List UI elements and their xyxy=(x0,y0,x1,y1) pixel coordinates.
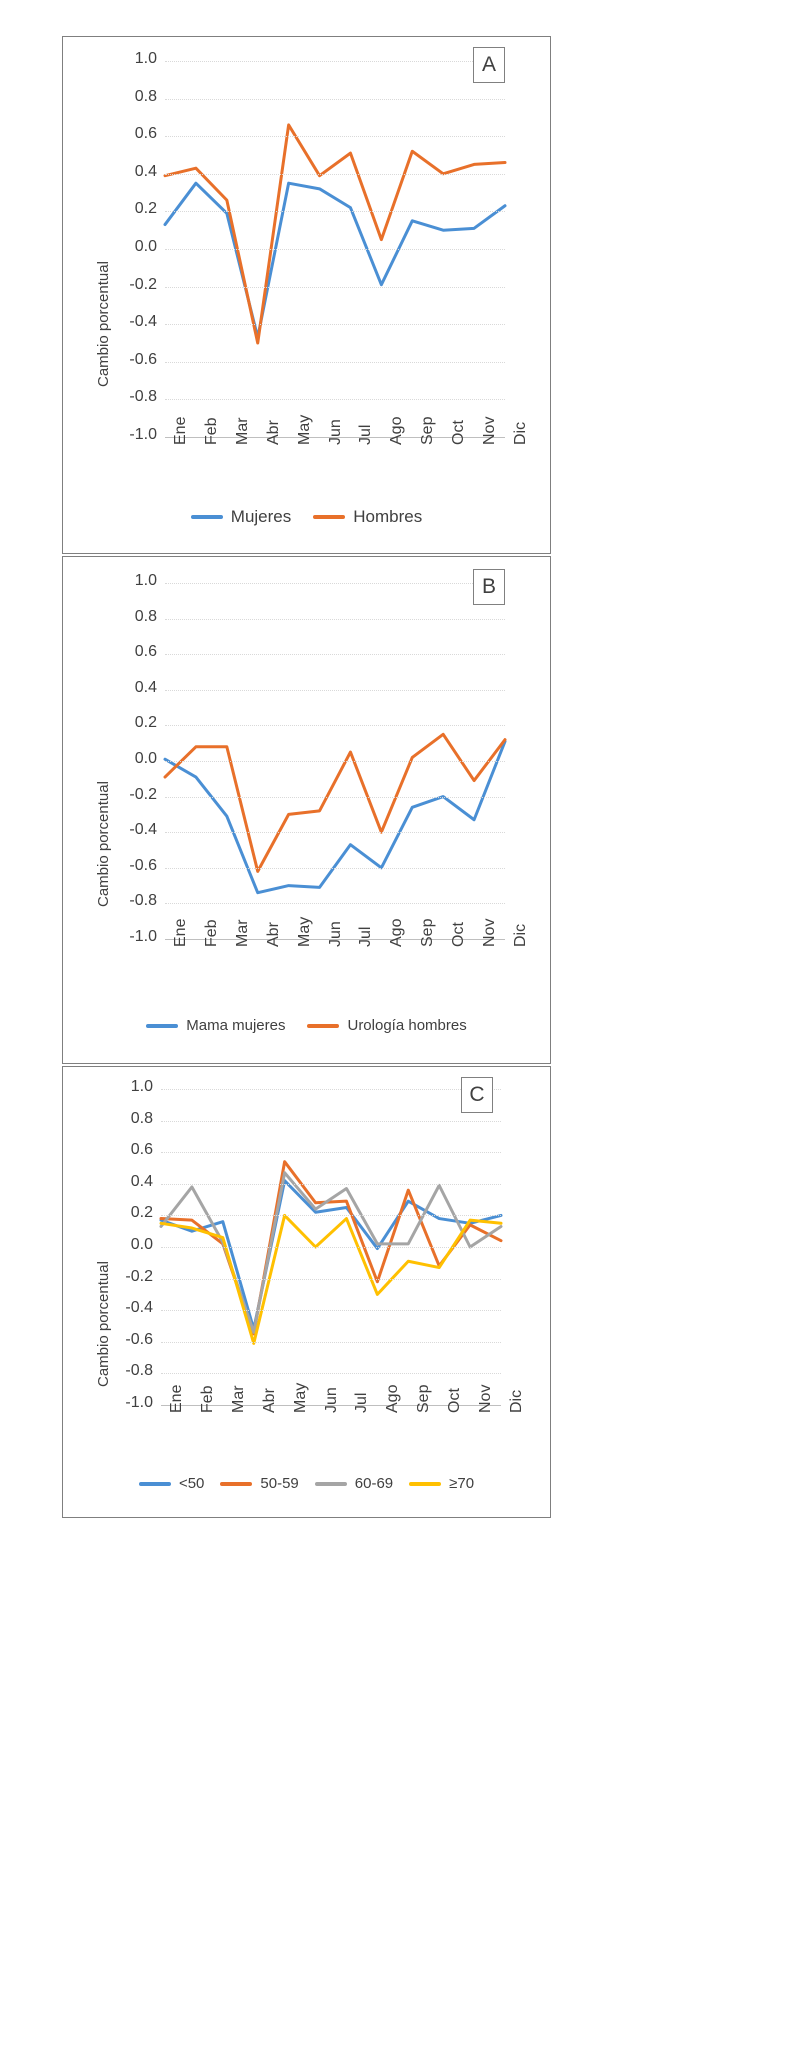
x-tick-label: Jul xyxy=(357,424,375,445)
series-line xyxy=(165,183,505,337)
gridline xyxy=(165,399,505,400)
series-lines-c xyxy=(63,1067,552,1517)
gridline xyxy=(165,249,505,250)
gridline xyxy=(161,1373,501,1374)
y-tick-label: 0.8 xyxy=(134,87,157,105)
x-tick-label: Dic xyxy=(512,923,529,947)
y-tick-label: 1.0 xyxy=(134,50,157,67)
gridline xyxy=(161,1152,501,1153)
x-tick-label: Sep xyxy=(415,1384,433,1413)
x-tick-label: Mar xyxy=(233,417,251,445)
legend-b xyxy=(63,1017,550,1034)
x-tick-label: Ene xyxy=(172,918,189,947)
legend-label: Urología hombres xyxy=(347,1017,467,1034)
y-tick-label: -0.2 xyxy=(129,275,157,293)
x-tick-label: Feb xyxy=(202,919,220,947)
x-tick-label: Jun xyxy=(326,921,344,947)
y-tick-label: 1.0 xyxy=(134,572,157,589)
panel-label-c: C xyxy=(461,1077,493,1113)
x-tick-label: Ago xyxy=(388,918,406,947)
gridline xyxy=(165,287,505,288)
gridline xyxy=(161,1184,501,1185)
gridline xyxy=(165,99,505,100)
x-tick-label: Mar xyxy=(233,919,251,947)
gridline xyxy=(165,832,505,833)
legend-swatch xyxy=(220,1482,252,1486)
x-tick-label: Ago xyxy=(388,416,406,445)
y-axis-label-c: Cambio porcentual xyxy=(95,1261,112,1387)
series-line xyxy=(165,741,505,892)
legend-a xyxy=(63,507,550,527)
x-tick-label: Ene xyxy=(168,1384,185,1413)
legend-swatch xyxy=(191,515,223,519)
gridline xyxy=(165,654,505,655)
x-tick-label: Jul xyxy=(353,1392,371,1413)
y-tick-label: 0.0 xyxy=(130,1236,153,1253)
x-tick-label: Jul xyxy=(357,926,375,947)
gridline xyxy=(165,761,505,762)
legend-item xyxy=(146,1017,285,1034)
x-tick-label: May xyxy=(295,916,313,947)
legend-label: 60-69 xyxy=(354,1475,394,1492)
y-tick-label: -0.4 xyxy=(129,313,157,331)
legend-swatch xyxy=(139,1482,171,1486)
y-tick-label: -0.6 xyxy=(129,350,157,368)
x-tick-label: Ago xyxy=(384,1384,402,1413)
gridline xyxy=(165,362,505,363)
series-lines-b xyxy=(63,557,552,1063)
x-tick-label: Ene xyxy=(172,416,189,445)
gridline xyxy=(165,868,505,869)
x-tick-label: Nov xyxy=(481,918,499,947)
y-tick-label: 0.2 xyxy=(134,200,157,218)
gridline xyxy=(165,725,505,726)
gridline xyxy=(165,324,505,325)
legend-swatch xyxy=(409,1482,441,1486)
legend-label: Hombres xyxy=(353,507,423,526)
gridline xyxy=(161,1310,501,1311)
gridline xyxy=(165,174,505,175)
x-tick-label: Oct xyxy=(446,1388,464,1413)
gridline xyxy=(165,903,505,904)
y-tick-label: -0.6 xyxy=(125,1330,153,1348)
legend-label: Mama mujeres xyxy=(186,1017,286,1034)
y-tick-label: -0.6 xyxy=(129,856,157,874)
series-line xyxy=(165,125,505,343)
x-tick-label: Abr xyxy=(264,922,282,947)
x-tick-label: Oct xyxy=(450,420,468,445)
legend-item xyxy=(139,1475,204,1492)
series-lines-a xyxy=(63,37,552,553)
legend-item xyxy=(313,507,422,527)
gridline xyxy=(165,583,505,584)
legend-item xyxy=(191,507,291,527)
x-tick-label: Feb xyxy=(202,417,220,445)
y-tick-label: 0.6 xyxy=(130,1141,153,1159)
panel-label-a: A xyxy=(473,47,505,83)
gridline xyxy=(161,1279,501,1280)
gridline xyxy=(165,619,505,620)
y-tick-label: -0.2 xyxy=(129,785,157,803)
y-tick-label: -1.0 xyxy=(129,928,157,945)
legend-c xyxy=(63,1475,550,1492)
x-tick-label: Jun xyxy=(322,1387,340,1413)
x-tick-label: Feb xyxy=(198,1385,216,1413)
x-tick-label: Abr xyxy=(260,1388,278,1413)
y-tick-label: 0.0 xyxy=(134,238,157,255)
y-tick-label: -0.2 xyxy=(125,1267,153,1285)
x-tick-label: May xyxy=(291,1382,309,1413)
legend-swatch xyxy=(146,1024,178,1028)
legend-item xyxy=(307,1017,466,1034)
y-tick-label: 0.8 xyxy=(130,1109,153,1127)
gridline xyxy=(165,797,505,798)
legend-swatch xyxy=(315,1482,347,1486)
gridline xyxy=(165,136,505,137)
y-tick-label: 0.2 xyxy=(134,714,157,732)
gridline xyxy=(165,61,505,62)
y-tick-label: -0.4 xyxy=(129,821,157,839)
chart-panel-c xyxy=(62,1066,551,1518)
y-tick-label: -0.4 xyxy=(125,1299,153,1317)
x-tick-label: Sep xyxy=(419,918,437,947)
y-tick-label: 0.4 xyxy=(130,1172,153,1190)
y-axis-label-a: Cambio porcentual xyxy=(95,261,112,387)
y-tick-label: 1.0 xyxy=(130,1078,153,1095)
x-tick-label: Jun xyxy=(326,419,344,445)
gridline xyxy=(161,1247,501,1248)
y-tick-label: 0.6 xyxy=(134,643,157,661)
x-tick-label: May xyxy=(295,414,313,445)
gridline xyxy=(161,1121,501,1122)
x-tick-label: Mar xyxy=(229,1385,247,1413)
y-tick-label: 0.0 xyxy=(134,750,157,767)
y-tick-label: -0.8 xyxy=(125,1362,153,1380)
gridline xyxy=(165,690,505,691)
y-tick-label: 0.8 xyxy=(134,607,157,625)
legend-label: Mujeres xyxy=(230,507,292,526)
y-tick-label: -1.0 xyxy=(125,1394,153,1411)
chart-panel-a xyxy=(62,36,551,554)
y-tick-label: -0.8 xyxy=(129,892,157,910)
y-axis-label-b: Cambio porcentual xyxy=(95,781,112,907)
chart-panel-b xyxy=(62,556,551,1064)
legend-item xyxy=(220,1475,298,1492)
legend-item xyxy=(409,1475,474,1492)
y-tick-label: 0.2 xyxy=(130,1204,153,1222)
x-tick-label: Abr xyxy=(264,420,282,445)
x-tick-label: Nov xyxy=(477,1384,495,1413)
x-tick-label: Nov xyxy=(481,416,499,445)
legend-swatch xyxy=(307,1024,339,1028)
legend-label: <50 xyxy=(178,1475,205,1492)
y-tick-label: 0.6 xyxy=(134,125,157,143)
legend-label: 50-59 xyxy=(260,1475,299,1492)
x-tick-label: Dic xyxy=(512,421,529,445)
legend-item xyxy=(315,1475,393,1492)
x-tick-label: Oct xyxy=(450,922,468,947)
gridline xyxy=(165,211,505,212)
y-tick-label: 0.4 xyxy=(134,678,157,696)
legend-swatch xyxy=(313,515,345,519)
panel-label-b: B xyxy=(473,569,505,605)
gridline xyxy=(161,1342,501,1343)
x-tick-label: Sep xyxy=(419,416,437,445)
gridline xyxy=(161,1215,501,1216)
y-tick-label: -0.8 xyxy=(129,388,157,406)
legend-label: ≥70 xyxy=(449,1475,475,1492)
gridline xyxy=(161,1089,501,1090)
x-tick-label: Dic xyxy=(508,1389,525,1413)
y-tick-label: -1.0 xyxy=(129,426,157,443)
y-tick-label: 0.4 xyxy=(134,162,157,180)
